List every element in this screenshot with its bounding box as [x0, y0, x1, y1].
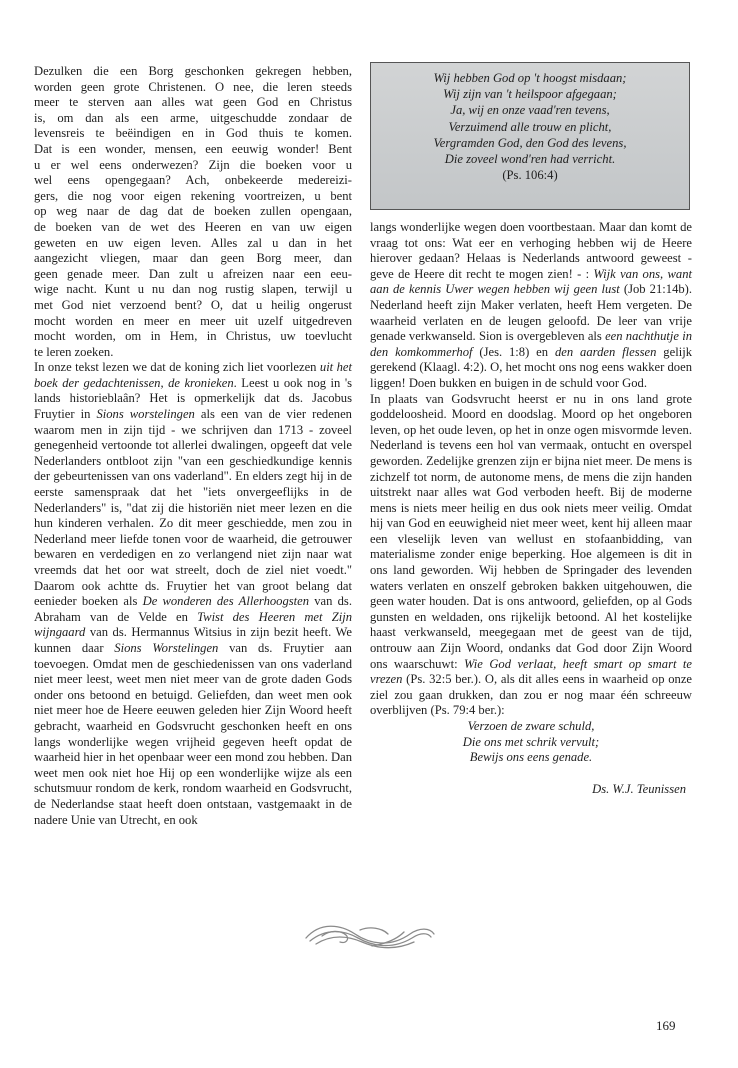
quote-line: Vergramden God, den God des levens, [433, 135, 627, 150]
scripture-quote: een nachthutje in den komkommerhof [370, 329, 692, 359]
book-title: Twist des Heeren met Zijn wijngaard [34, 609, 352, 640]
quote-reference: (Ps. 106:4) [502, 168, 558, 183]
quote-line: Ja, wij en onze vaad'ren tevens, [450, 103, 610, 118]
quote-line: Wij zijn van 't heilspoor afgegaan; [443, 87, 617, 102]
quote-line: Die zoveel wond'ren had verricht. [444, 152, 616, 167]
author-signature: Ds. W.J. Teunissen [592, 781, 686, 796]
book-title: Sions worstelingen [96, 407, 195, 422]
left-column [34, 64, 352, 828]
quote-line: Wij hebben God op 't hoogst misdaan; [433, 71, 627, 85]
book-title: De wonderen des Allerhoogsten [142, 594, 310, 609]
right-paragraph-1: langs wonderlijke wegen doen voortbestaan. Maar dan komt de vraag tot ons: Wat eer en verhoging hebben wij de Heere hierover gedaan? Helaas is Nederlands antwoord geweest - geve de Heere dit recht te mogen zien! - : Wijk van ons, want aan de kennis Uwer wegen hebben wij geen lust (Job 21:14b). Nederland heeft zijn Maker verlaten, heeft Hem vergeten. De waarheid verlaten en de leugen geloofd. De leer van vrije genade verkwanseld. Sion is overgebleven als een nachthutje in den komkommerhof (Jes. 1:8) en den aarden flessen gelijk gerekend (Klaagl. 4:2). O, het mocht ons nog eens wakker doen liggen! Doen bukken en buigen in de schuld voor God. [370, 220, 693, 390]
quote-line: Verzuimend alle trouw en plicht, [448, 119, 612, 134]
poem-line: Bewijs ons eens genade. [469, 750, 593, 765]
scripture-quote: Wijk van ons, want aan de kennis Uwer wegen hebben wij geen lust [370, 266, 692, 297]
scripture-quote: Wie God verlaat, heeft smart op smart te vrezen [370, 656, 692, 687]
page-number: 169 [656, 1018, 676, 1033]
book-title: Sions Worstelingen [114, 640, 219, 655]
swirl-ornament-icon [300, 918, 440, 952]
scripture-quote: den aarden flessen [554, 344, 657, 359]
left-paragraph-1: Dezulken die een Borg geschonken gekregen hebben, worden geen grote Christenen. O nee, die leren steeds meer te sterven aan alles wat geen God en Christus is, om dan als een arme, uitgeschudde zondaar de levensreis te beëindigen en in God thuis te komen. Dat is een wonder, mensen, een eeuwig wonder! Bent u er wel eens onderwezen? Zijn die boeken voor u wel eens opengegaan? Ach, onbekeerde medereizi- gers, die nog voor eigen rekening voortreizen, u bent op weg naar de dag dat de boeken zullen opengaan, de boeken van de wet des Heeren en van uw eigen geweten en uw eigen leven. Alles zal u dan in het aangezicht vliegen, maar dan geen Borg meer, dan geen genade meer. Dan zult u afreizen naar een eeu- wige nacht. Kunt u nu dan nog rustig slapen, terwijl u met God niet verzoend bent? O, dat u heilig ongerust mocht worden en meer en meer uit uzelf uitgedreven mocht worden, om in Hem, in Christus, uw toevlucht te leren zoeken. [34, 64, 352, 359]
closing-poem [370, 719, 692, 766]
left-paragraph-2: In onze tekst lezen we dat de koning zich liet voorlezen uit het boek der gedachtenissen, de kronieken. Leest u ook nog in 's lands historieblaân? Het is opmerkelijk dat ds. Jacobus Fruytier in Sions worstelingen als een van de vier redenen waarom men in zijn tijd - we schrijven dan 1713 - zoveel genegenheid vertoonde tot allerlei dwalingen, opgeeft dat vele Nederlanders ontbloot zijn "van een geschiedkundige kennis der gebeurtenissen van ons vaderland". En elders zegt hij in de eerste samenspraak dat het "iets onvergeeflijks in de Nederlanders" is, "dat zij die historiën niet meer lezen en die hun kinderen verhalen. Zo dit meer geschiedde, men zou in Nederland meer liefde tonen voor de waarheid, die getrouwer bewaren en verdedigen en zo verlangend niet zijn naar wat vreemds dat het oor wat streelt, doch de ziel niet voedt." Daarom ook achtte ds. Fruytier het van groot belang dat eenieder boeken als De wonderen des Allerhoogsten van ds. Abraham van de Velde en Twist des Heeren met Zijn wijngaard van ds. Hermannus Witsius in zijn bezit heeft. We kunnen daar Sions Worstelingen van ds. Fruytier aan toevoegen. Omdat men de geschiedenissen van ons vaderland niet meer leest, weet men niet meer van de grote daden Gods onder ons betoond en betuigd. Geliefden, dan weet men ook niet meer hoe de Heere eeuwen geleden hier Zijn Woord heeft gebracht, waarheid en Godsvrucht geschonken heeft en ons langs wonderlijke wegen vrijheid gegeven heeft opdat de waarheid hier in het openbaar weer een mond zou hebben. Dan weet men ook niet hoe Hij op een wonderlijke wijze als een schutsmuur rondom de kerk, rondom waarheid en Godsvrucht, de Nederlandse staat heeft doen ontstaan, vastgemaakt in de nadere Unie van Utrecht, en ook [34, 360, 353, 827]
poem-line: Die ons met schrik vervult; [462, 734, 600, 749]
psalm-quote-box [370, 62, 690, 210]
book-title: uit het boek der gedachtenissen, de kronieken [34, 360, 352, 390]
right-column [370, 220, 692, 797]
right-paragraph-2: In plaats van Godsvrucht heerst er nu in ons land grote goddeloosheid. Moord en doodslag. Moord op het ongeboren leven, op het oude leven, op het in onze ogen misvormde leven. Nederland is tevens een hol van vermaak, ontucht en overspel geworden. Zedelijke grenzen zijn er bijna niet meer. De mens is zichzelf tot norm, de autonome mens, de mens die zijn handen uitstrekt naar alles wat God verboden heeft. Bij de moderne mens is niets meer heilig en dus ook niets meer veilig. Omdat hij van God en eeuwigheid niet meer weet, kent hij alleen maar een vleselijk leven van wellust en stofaanbidding, van materialisme zonder enige beperking. Hoe algemeen is dit in ons land geworden. Wij hebben de Springader des levenden waters verlaten en onszelf gebroken bakken uitgehouwen, die geen water houden. Dat is ons antwoord, geliefden, op al Gods gunsten en weldaden, ons rijkelijk betoond. Al het kostelijke haast verkwanseld, meegegaan met de geest van de tijd, ontrouw aan Zijn Woord, ondanks dat God door Zijn Woord ons waarschuwt: Wie God verlaat, heeft smart op smart te vrezen (Ps. 32:5 ber.). O, als dit alles eens in waarheid op onze ziel zou gaan drukken, dan zou er nog maar één schreeuw overblijven (Ps. 79:4 ber.): [370, 391, 692, 718]
poem-line: Verzoen de zware schuld, [467, 719, 595, 733]
